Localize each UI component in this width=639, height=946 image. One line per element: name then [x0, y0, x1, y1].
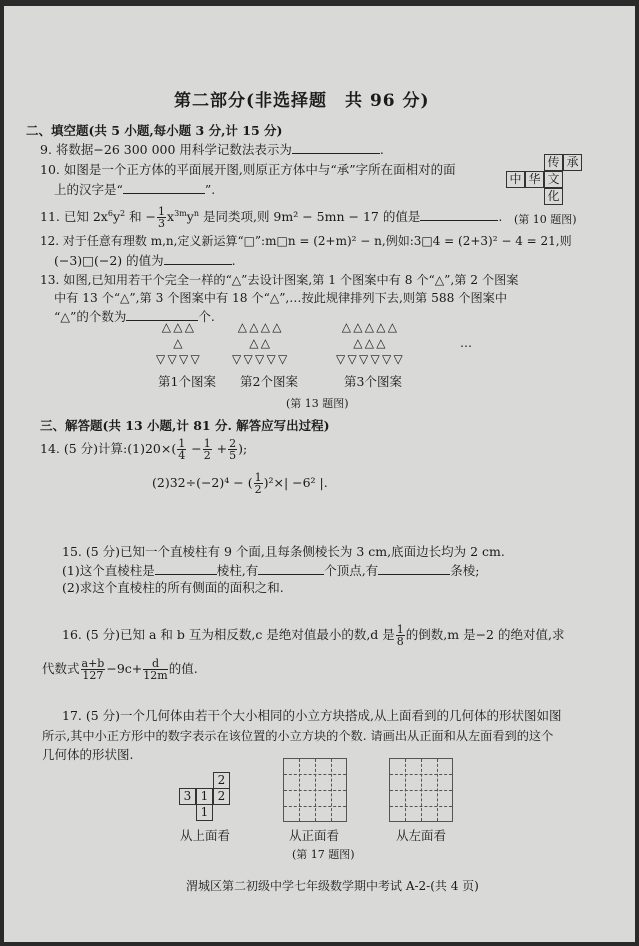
pattern-3-triangle: △: [353, 320, 364, 334]
grid-line: [284, 806, 346, 807]
pattern-1-triangle: △: [184, 320, 195, 334]
question-15-line2: (1)这个直棱柱是 棱柱,有 个顶点,有 条棱;: [62, 563, 480, 578]
top-view-cell: 1: [196, 788, 213, 805]
grid-line: [284, 790, 346, 791]
question-11: 11. 已知 $2x^6y^2$ 和 − $\frac{1}{3}$ $x^{3m}y^n$ 是同类项,则 9m² − 5mn − 17 的值是 .: [40, 205, 503, 231]
q10-answer-blank[interactable]: [123, 181, 205, 194]
exam-page: [4, 6, 635, 942]
top-view-cell: 2: [213, 772, 230, 789]
grid-line: [437, 759, 438, 821]
left-view-drawing-grid[interactable]: [389, 758, 453, 822]
part-title: 第二部分(非选择题 共 96 分): [174, 91, 430, 111]
pattern-3-triangle: △: [341, 320, 352, 334]
pattern-2-triangle: △: [249, 320, 260, 334]
q9-text: 9. 将数据−26 300 000 用科学记数法表示为: [40, 142, 292, 157]
pattern-2-triangle: △: [260, 336, 271, 350]
net-cell-hua: 华: [525, 171, 544, 188]
pattern-2-label: 第2个图案: [240, 374, 298, 389]
pattern-1-triangle: ▽: [190, 352, 201, 366]
left-view-label: 从左面看: [396, 828, 447, 843]
pattern-1-label: 第1个图案: [158, 374, 216, 389]
section-fill-blank-heading: 二、填空题(共 5 小题,每小题 3 分,计 15 分): [26, 123, 283, 138]
question-12-line2: (−3)□(−2) 的值为 .: [54, 253, 236, 268]
pattern-3-triangle: ▽: [393, 352, 404, 366]
question-13-line3: “△”的个数为 个.: [54, 309, 215, 324]
pattern-3-triangle: △: [376, 320, 387, 334]
question-14-part2: (2)32÷(−2)⁴ − ( $\frac{1}{2}$ )²×| −6² |.: [152, 471, 328, 496]
pattern-3-triangle: △: [376, 336, 387, 350]
q10-caption: (第 10 题图): [514, 213, 577, 226]
pattern-2-triangle: ▽: [232, 352, 243, 366]
pattern-3-triangle: △: [364, 336, 375, 350]
net-cell-wen: 文: [544, 171, 563, 188]
question-9: 9. 将数据−26 300 000 用科学记数法表示为 .: [40, 142, 384, 157]
pattern-2-triangle: △: [237, 320, 248, 334]
q9-answer-blank[interactable]: [292, 141, 380, 154]
pattern-3-triangle: ▽: [382, 352, 393, 366]
net-cell-chuan: 传: [544, 154, 563, 171]
q11-answer-blank[interactable]: [420, 208, 498, 221]
pattern-3-triangle: ▽: [370, 352, 381, 366]
q15-blank-edges[interactable]: [378, 562, 450, 575]
question-17-line2: 所示,其中小正方形中的数字表示在该位置的小立方块的个数. 请画出从正面和从左面看到的这个: [42, 729, 554, 743]
front-view-label: 从正面看: [289, 828, 340, 843]
pattern-3-triangle: △: [353, 336, 364, 350]
q15-blank-prism-type[interactable]: [155, 562, 217, 575]
top-view-cell: 2: [213, 788, 230, 805]
question-12-line1: 12. 对于任意有理数 m,n,定义新运算“□”:m□n = (2+m)² − n,例如:3□4 = (2+3)² − 4 = 21,则: [40, 234, 572, 248]
pattern-2-triangle: ▽: [243, 352, 254, 366]
grid-line: [390, 806, 452, 807]
pattern-3-triangle: ▽: [347, 352, 358, 366]
q17-caption: (第 17 题图): [292, 848, 355, 861]
q12-answer-blank[interactable]: [164, 252, 232, 265]
question-14-part1: 14. (5 分)计算:(1)20×( $\frac{1}{4}$ − $\frac{1}{2}$ + $\frac{2}{5}$ );: [40, 437, 248, 462]
grid-line: [331, 759, 332, 821]
pattern-1-triangle: ▽: [167, 352, 178, 366]
question-13-line2: 中有 13 个“△”,第 3 个图案中有 18 个“△”,…按此规律排列下去,则第 588 个图案中: [54, 291, 508, 305]
question-17-line3: 几何体的形状图.: [42, 747, 134, 762]
question-17-line1: 17. (5 分)一个几何体由若干个大小相同的小立方块搭成,从上面看到的几何体的形状图如图: [62, 708, 562, 723]
net-cell-zhong: 中: [506, 171, 525, 188]
section-solve-heading: 三、解答题(共 13 小题,计 81 分. 解答应写出过程): [40, 418, 330, 433]
pattern-1-triangle: ▽: [156, 352, 167, 366]
q13-caption: (第 13 题图): [286, 397, 349, 410]
pattern-2-triangle: ▽: [278, 352, 289, 366]
pattern-ellipsis: …: [460, 336, 473, 350]
net-cell-cheng: 承: [563, 154, 582, 171]
question-15-line1: 15. (5 分)已知一个直棱柱有 9 个面,且每条侧棱长为 3 cm,底面边长均为 2 cm.: [62, 544, 505, 559]
pattern-2-triangle: △: [260, 320, 271, 334]
question-10-line2: 上的汉字是“ ”.: [54, 182, 216, 197]
pattern-2-triangle: △: [272, 320, 283, 334]
front-view-drawing-grid[interactable]: [283, 758, 347, 822]
grid-line: [390, 790, 452, 791]
top-view-cell: 3: [179, 788, 196, 805]
question-15-line3: (2)求这个直棱柱的所有侧面的面积之和.: [62, 580, 284, 595]
q11-fraction: $\frac{1}{3}$: [158, 205, 166, 231]
q15-blank-vertices[interactable]: [258, 562, 324, 575]
pattern-2-triangle: ▽: [255, 352, 266, 366]
pattern-3-label: 第3个图案: [344, 374, 402, 389]
pattern-1-triangle: △: [161, 320, 172, 334]
top-view-cell: 1: [196, 804, 213, 821]
pattern-3-triangle: ▽: [359, 352, 370, 366]
pattern-3-triangle: △: [364, 320, 375, 334]
net-cell-hua2: 化: [544, 188, 563, 205]
pattern-1-triangle: △: [173, 320, 184, 334]
pattern-1-triangle: ▽: [179, 352, 190, 366]
pattern-2-triangle: △: [249, 336, 260, 350]
question-16-line2: 代数式 $\frac{a+b}{127}$ −9c+ $\frac{d}{12m}$ 的值.: [42, 657, 198, 682]
pattern-3-triangle: △: [387, 320, 398, 334]
pattern-1-triangle: △: [173, 336, 184, 350]
page-footer: 渭城区第二初级中学七年级数学期中考试 A-2-(共 4 页): [186, 879, 479, 893]
top-view-label: 从上面看: [180, 828, 231, 843]
question-13-line1: 13. 如图,已知用若干个完全一样的“△”去设计图案,第 1 个图案中有 8 个“△”,第 2 个图案: [40, 273, 519, 287]
question-10-line1: 10. 如图是一个正方体的平面展开图,则原正方体中与“承”字所在面相对的面: [40, 162, 456, 177]
question-16-line1: 16. (5 分)已知 a 和 b 互为相反数,c 是绝对值最小的数,d 是 $\frac{1}{8}$ 的倒数,m 是−2 的绝对值,求: [62, 623, 565, 648]
pattern-2-triangle: ▽: [266, 352, 277, 366]
pattern-3-triangle: ▽: [336, 352, 347, 366]
